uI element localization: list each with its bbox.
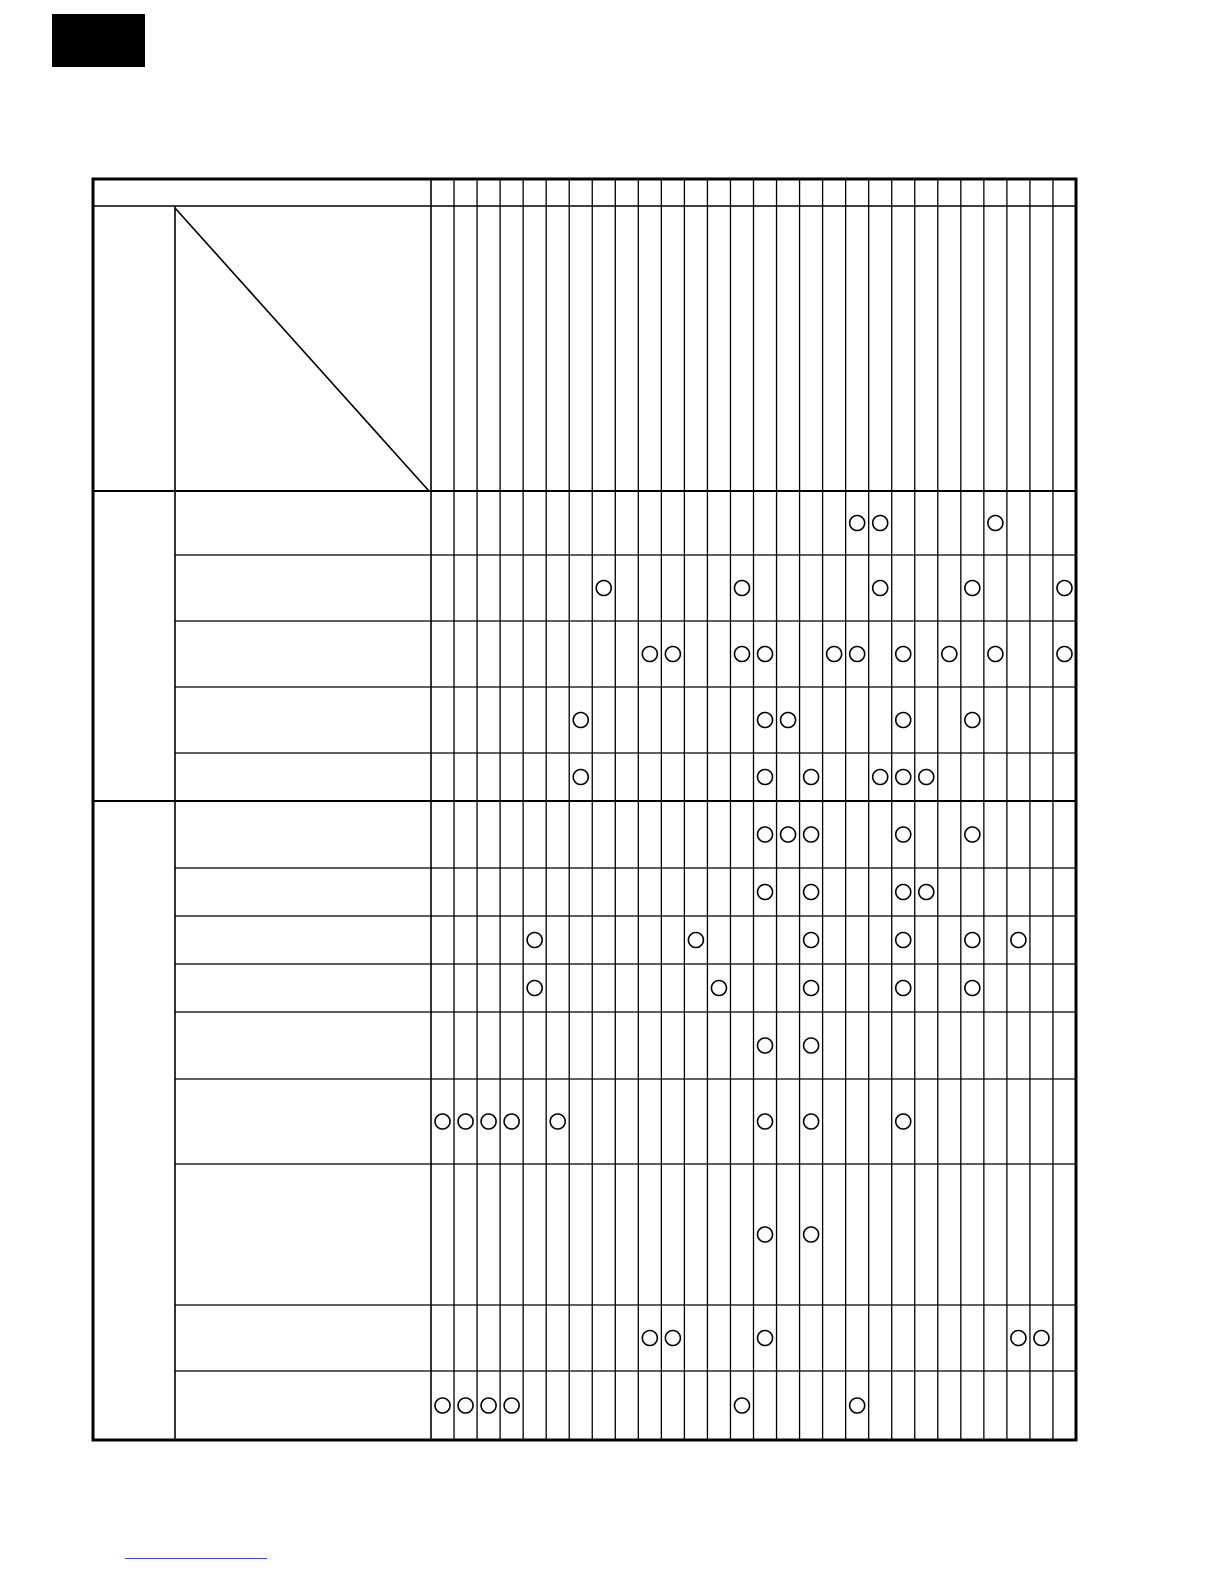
mark-circle	[896, 770, 911, 785]
mark-circle	[1011, 933, 1026, 948]
mark-circle	[850, 647, 865, 662]
mark-circle	[942, 647, 957, 662]
mark-circle	[642, 1331, 657, 1346]
mark-circle	[481, 1398, 496, 1413]
mark-circle	[896, 981, 911, 996]
mark-circle	[965, 581, 980, 596]
mark-circle	[573, 770, 588, 785]
mark-circle	[850, 516, 865, 531]
mark-circle	[734, 581, 749, 596]
mark-circle	[435, 1114, 450, 1129]
mark-circle	[435, 1398, 450, 1413]
mark-circle	[758, 1114, 773, 1129]
mark-circle	[965, 981, 980, 996]
mark-circle	[1034, 1331, 1049, 1346]
mark-circle	[919, 770, 934, 785]
mark-circle	[758, 770, 773, 785]
mark-circle	[896, 827, 911, 842]
mark-circle	[896, 1114, 911, 1129]
footer-link[interactable]	[125, 1558, 267, 1559]
mark-circle	[896, 647, 911, 662]
mark-circle	[758, 1038, 773, 1053]
mark-circle	[781, 827, 796, 842]
mark-circle	[504, 1398, 519, 1413]
mark-circle	[804, 1227, 819, 1242]
mark-circle	[527, 933, 542, 948]
mark-circle	[873, 516, 888, 531]
mark-circle	[596, 581, 611, 596]
mark-circle	[873, 770, 888, 785]
diagonal-header-line	[175, 208, 429, 491]
mark-circle	[481, 1114, 496, 1129]
mark-circle	[804, 770, 819, 785]
mark-circle	[919, 885, 934, 900]
mark-circle	[758, 1331, 773, 1346]
mark-circle	[804, 885, 819, 900]
mark-circle	[804, 981, 819, 996]
mark-circle	[850, 1398, 865, 1413]
mark-circle	[1057, 647, 1072, 662]
mark-circle	[527, 981, 542, 996]
mark-circle	[458, 1398, 473, 1413]
mark-circle	[758, 713, 773, 728]
mark-circle	[642, 647, 657, 662]
mark-circle	[504, 1114, 519, 1129]
mark-circle	[804, 1114, 819, 1129]
mark-circle	[804, 933, 819, 948]
mark-circle	[804, 827, 819, 842]
mark-circle	[988, 516, 1003, 531]
mark-circle	[758, 885, 773, 900]
mark-circle	[896, 713, 911, 728]
mark-circle	[965, 827, 980, 842]
mark-circle	[665, 1331, 680, 1346]
mark-circle	[734, 1398, 749, 1413]
mark-circle	[1011, 1331, 1026, 1346]
mark-circle	[965, 933, 980, 948]
mark-circle	[827, 647, 842, 662]
mark-circle	[1057, 581, 1072, 596]
mark-circle	[665, 647, 680, 662]
mark-circle	[965, 713, 980, 728]
mark-circle	[458, 1114, 473, 1129]
mark-circle	[550, 1114, 565, 1129]
mark-circle	[758, 1227, 773, 1242]
mark-circle	[896, 885, 911, 900]
mark-circle	[758, 647, 773, 662]
mark-circle	[758, 827, 773, 842]
table-border	[93, 179, 1076, 1440]
mark-circle	[804, 1038, 819, 1053]
mark-circle	[781, 713, 796, 728]
mark-circle	[896, 933, 911, 948]
mark-circle	[688, 933, 703, 948]
mark-circle	[873, 581, 888, 596]
mark-circle	[573, 713, 588, 728]
mark-circle	[988, 647, 1003, 662]
mark-circle	[734, 647, 749, 662]
mark-circle	[711, 981, 726, 996]
